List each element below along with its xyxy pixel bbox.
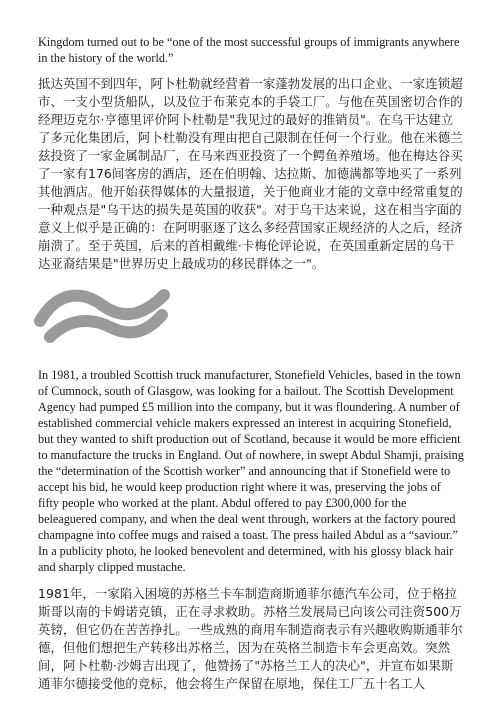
document-page: [38, 34, 464, 693]
paragraph-english-1: Kingdom turned out to be “one of the most successful groups of immigrants anywhere in the history of the world.”: [38, 35, 460, 65]
paragraph-chinese-1: 抵达英国不到四年，阿卜杜勒就经营着一家蓬勃发展的出口企业、一家连锁超市、一支小型货船队，以及位于布莱克本的手袋工厂。与他在英国密切合作的经理迈克尔·亨德里评价阿卜杜勒是"我见过的最好的推销员"。在乌干达建立了多元化集团后，阿卜杜勒没有理由把自己限制在任何一个行业。他在米德兰兹投资了一家金属制品厂，在马来西亚投资了一个鳄鱼养殖场。他在梅达谷买了一家有176间客房的酒店，还在伯明翰、达拉斯、加德满都等地买了一系列其他酒店。他开始获得媒体的大量报道，关于他商业才能的文章中经常重复的一种观点是"乌干达的损失是英国的收获"。对于乌干达来说，这在相当字面的意义上似乎是正确的：在阿明驱逐了这么多经营国家正规经济的人之后，经济崩溃了。至于英国，后来的首相戴维·卡梅伦评论说，在英国重新定居的乌干达亚裔结果是"世界历史上最成功的移民群体之一"。: [38, 76, 463, 271]
section-divider: [38, 273, 464, 367]
wave-ornament-icon: [32, 285, 172, 347]
paragraph-chinese-2: 1981年，一家陷入困境的苏格兰卡车制造商斯通菲尔德汽车公司，位于格拉斯哥以南的卡姆诺克镇，正在寻求救助。苏格兰发展局已向该公司注资500万英镑，但它仍在苦苦挣扎。一些成熟的商用车制造商表示有兴趣收购斯通菲尔德，但他们想把生产转移出苏格兰，因为在英格兰制造卡车会更高效。突然间，阿卜杜勒·沙姆吉出现了，他赞扬了"苏格兰工人的决心"，并宣布如果斯通菲尔德接受他的竞标，他会将生产保留在原地，保住工厂五十名工人: [38, 586, 463, 691]
paragraph-english-2: In 1981, a troubled Scottish truck manufacturer, Stonefield Vehicles, based in the town of Cumnock, south of Glasgow, was looking for a bailout. The Scottish Development Agency had pumped £5 million into the company, but it was floundering. A number of established commercial vehicle makers expressed an interest in acquiring Stonefield, but they wanted to shift production out of Scotland, because it would be more efficient to manufacture the trucks in England. Out of nowhere, in swept Abdul Shamji, praising the “determination of the Scottish worker” and announcing that if Stonefield were to accept his bid, he would keep production right where it was, preserving the jobs of fifty people who worked at the plant. Abdul offered to pay £300,000 for the beleaguered company, and when the deal went through, workers at the factory poured champagne into coffee mugs and raised a toast. The press hailed Abdul as a “saviour.” In a publicity photo, he looked benevolent and determined, with his glossy black hair and sharply clipped mustache.: [38, 368, 464, 574]
